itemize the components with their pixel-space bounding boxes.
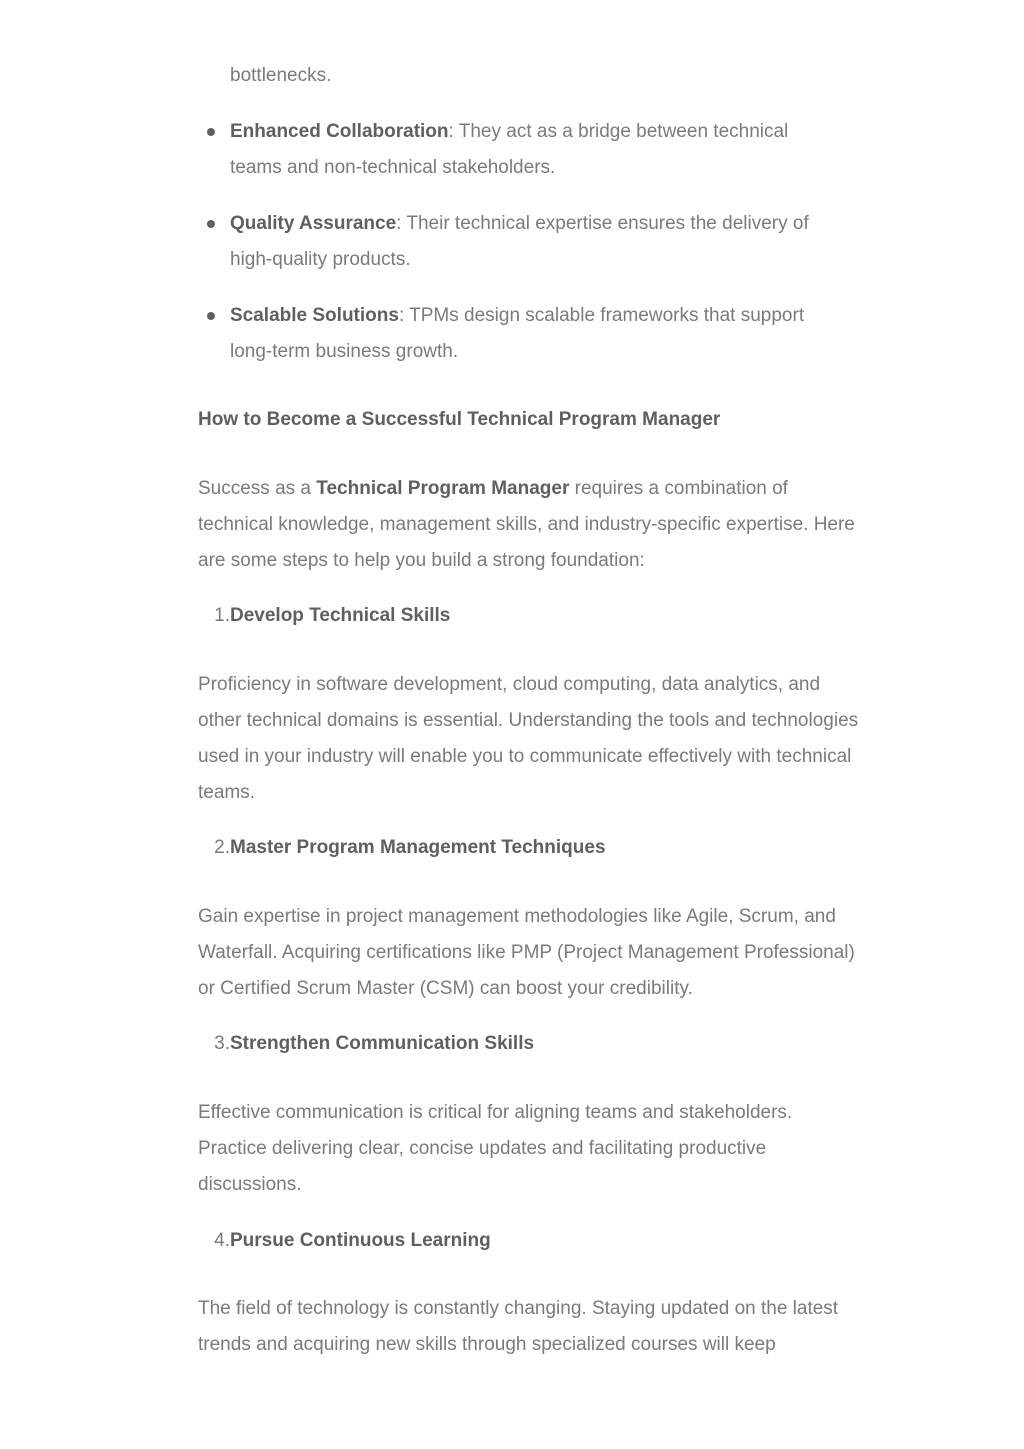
step-number: 3. (214, 1033, 230, 1054)
step-title: Strengthen Communication Skills (230, 1033, 535, 1054)
bullet-icon (207, 312, 215, 320)
bullet-text: : They act as a bridge between technical teams and non-technical stakeholders. (230, 121, 789, 178)
section-heading: How to Become a Successful Technical Program Manager (198, 409, 721, 430)
list-item (198, 206, 838, 278)
step-heading (198, 830, 606, 866)
intro-paragraph (198, 471, 863, 579)
step-number: 1. (214, 605, 230, 626)
step-heading (198, 1223, 491, 1259)
step-number: 4. (214, 1230, 230, 1251)
step-body: Proficiency in software development, cloud computing, data analytics, and other technical domains is essential. Understanding the tools and technologies used in your industry will enable you to communicate effectively with technical teams. (198, 674, 859, 803)
step-heading (198, 1026, 534, 1062)
intro-bold: Technical Program Manager (316, 478, 570, 499)
list-item (198, 298, 838, 370)
intro-after: requires a combination of technical knowledge, management skills, and industry-specific expertise. Here are some steps to help you build a strong foundation: (198, 478, 855, 571)
benefits-list (198, 114, 838, 390)
step-title: Develop Technical Skills (230, 605, 451, 626)
bullet-term: Scalable Solutions (230, 305, 399, 326)
step-title: Pursue Continuous Learning (230, 1230, 491, 1251)
step-heading (198, 598, 450, 634)
step-body: The field of technology is constantly changing. Staying updated on the latest trends and acquiring new skills through specialized courses will keep (198, 1298, 839, 1355)
list-item (198, 114, 838, 186)
bullet-icon (207, 128, 215, 136)
step-body: Gain expertise in project management methodologies like Agile, Scrum, and Waterfall. Acquiring certifications like PMP (Project Management Professional) or Certified Scrum Master (CSM) can boost your credibility. (198, 906, 855, 999)
continuation-text: bottlenecks. (230, 65, 332, 86)
bullet-icon (207, 220, 215, 228)
step-number: 2. (214, 837, 230, 858)
intro-before: Success as a (198, 478, 317, 499)
step-body: Effective communication is critical for aligning teams and stakeholders. Practice delivering clear, concise updates and facilitating productive discussions. (198, 1102, 793, 1195)
bullet-term: Enhanced Collaboration (230, 121, 449, 142)
bullet-text: : TPMs design scalable frameworks that support long-term business growth. (230, 305, 805, 362)
bullet-text: : Their technical expertise ensures the delivery of high-quality products. (230, 213, 809, 270)
bullet-term: Quality Assurance (230, 213, 397, 234)
step-title: Master Program Management Techniques (230, 837, 606, 858)
